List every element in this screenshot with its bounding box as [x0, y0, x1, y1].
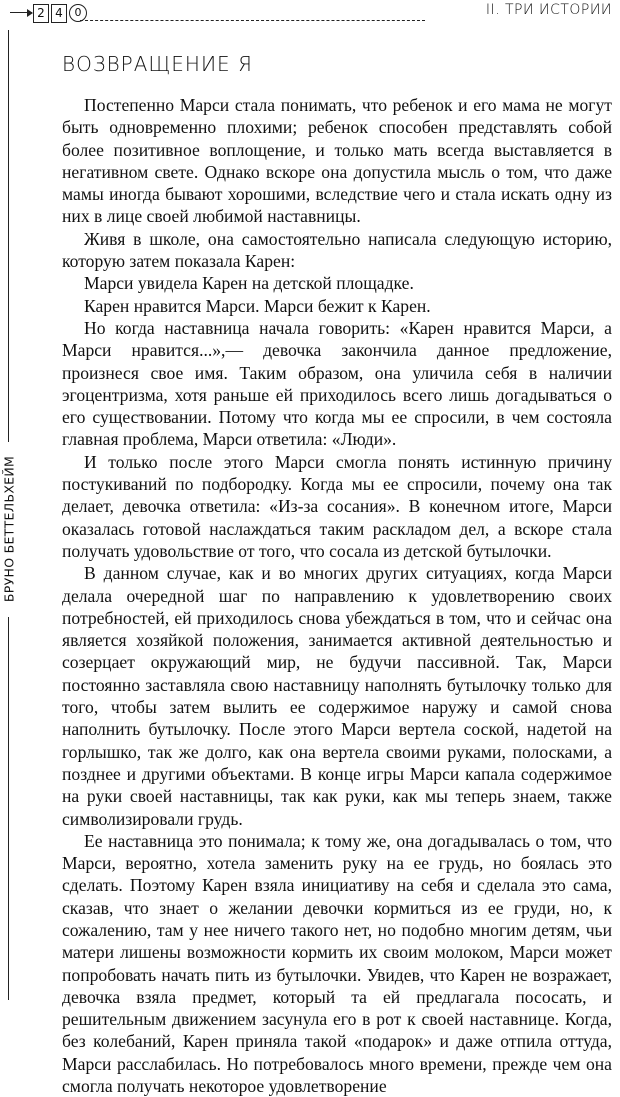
story-line: Марси увидела Карен на детской площадке. [84, 273, 414, 294]
story-line: Карен нравится Марси. Марси бежит к Карен. [84, 295, 431, 316]
author-name: БРУНО БЕТТЕЛЬХЕЙМ [1, 455, 17, 603]
chapter-title: II. ТРИ ИСТОРИИ [485, 2, 612, 18]
paragraph: Но когда наставница начала говорить: «Карен нравится Марси, а Марси нравится...»,— девочка закончила данное предложение, произнеся свое имя. Таким образом, она уличила себя в наличии эгоцентризма, хотя раньше ей приходилось всего лишь догадываться о его существовании. Потому что когда мы ее спросили, в чем состояла главная проблема, Марси ответила: «Люди». [62, 317, 612, 450]
header-divider [80, 20, 425, 21]
paragraph: Живя в школе, она самостоятельно написала следующую историю, которую затем показала Карен: [62, 228, 612, 272]
section-title: ВОЗВРАЩЕНИЕ Я [62, 52, 253, 76]
page-digit: 0 [69, 4, 87, 22]
page-digit: 2 [33, 4, 49, 23]
arrow-right-icon [10, 12, 32, 13]
body-text [62, 94, 612, 1097]
paragraph: И только после этого Марси смогла понять истинную причину постукиваний по подбородку. Когда мы ее спросили, почему она так делает, девочка ответила: «Из-за сосания». В конечном итоге, Марси оказалась готовой наслаждаться таким раскладом дел, а вскоре стала получать удовольствие от того, что сосала из детской бутылочки. [62, 451, 612, 561]
page-digit: 4 [51, 4, 67, 23]
paragraph: Постепенно Марси стала понимать, что ребенок и его мама не могут быть одновременно плохими; ребенок способен представлять собой более позитивное воплощение, и только мать всегда выставляется в негативном свете. Однако вскоре она допустила мысль о том, что даже мамы иногда бывают хорошими, вследствие чего и стала искать одну из них в лице своей любимой наставницы. [62, 95, 612, 227]
page-number [33, 4, 87, 23]
paragraph: Ее наставница это понимала; к тому же, она догадывалась о том, что Марси, вероятно, хотела заменить руку на ее грудь, но боялась это сделать. Поэтому Карен взяла инициативу на себя и сделала это сама, сказав, что знает о желании девочки кормиться из ее груди, но, к сожалению, там у нее ничего такого нет, но подобно многим детям, чьи матери лишены возможности кормить их своим молоком, Марси может попробовать начать пить из бутылочки. Увидев, что Карен не возражает, девочка взяла предмет, который та ей предлагала пососать, и решительным движением засунула его в рот к своей наставнице. Когда, без колебаний, Карен приняла такой «подарок» и даже отпила оттуда, Марси расслабилась. Но потребовалось много времени, прежде чем она смогла получать некоторое удовлетворение [62, 830, 612, 1097]
paragraph: В данном случае, как и во многих других ситуациях, когда Марси делала очередной шаг по направлению к удовлетворению своих потребностей, ей приходилось снова убеждаться в том, что и сейчас она является хозяйкой положения, занимается активной деятельностью и созерцает окружающий мир, не будучи пассивной. Так, Марси постоянно заставляла свою наставницу наполнять бутылочку только для того, чтобы затем вылить ее содержимое наружу и самой снова наполнить бутылочку. После этого Марси вертела соской, надетой на горлышко, так же долго, как она вертела своими руками, полосками, а позднее и другими объектами. В конце игры Марси капала содержимое на руки своей наставницы, так как руки, как мы теперь знаем, также символизировали грудь. [62, 563, 612, 829]
